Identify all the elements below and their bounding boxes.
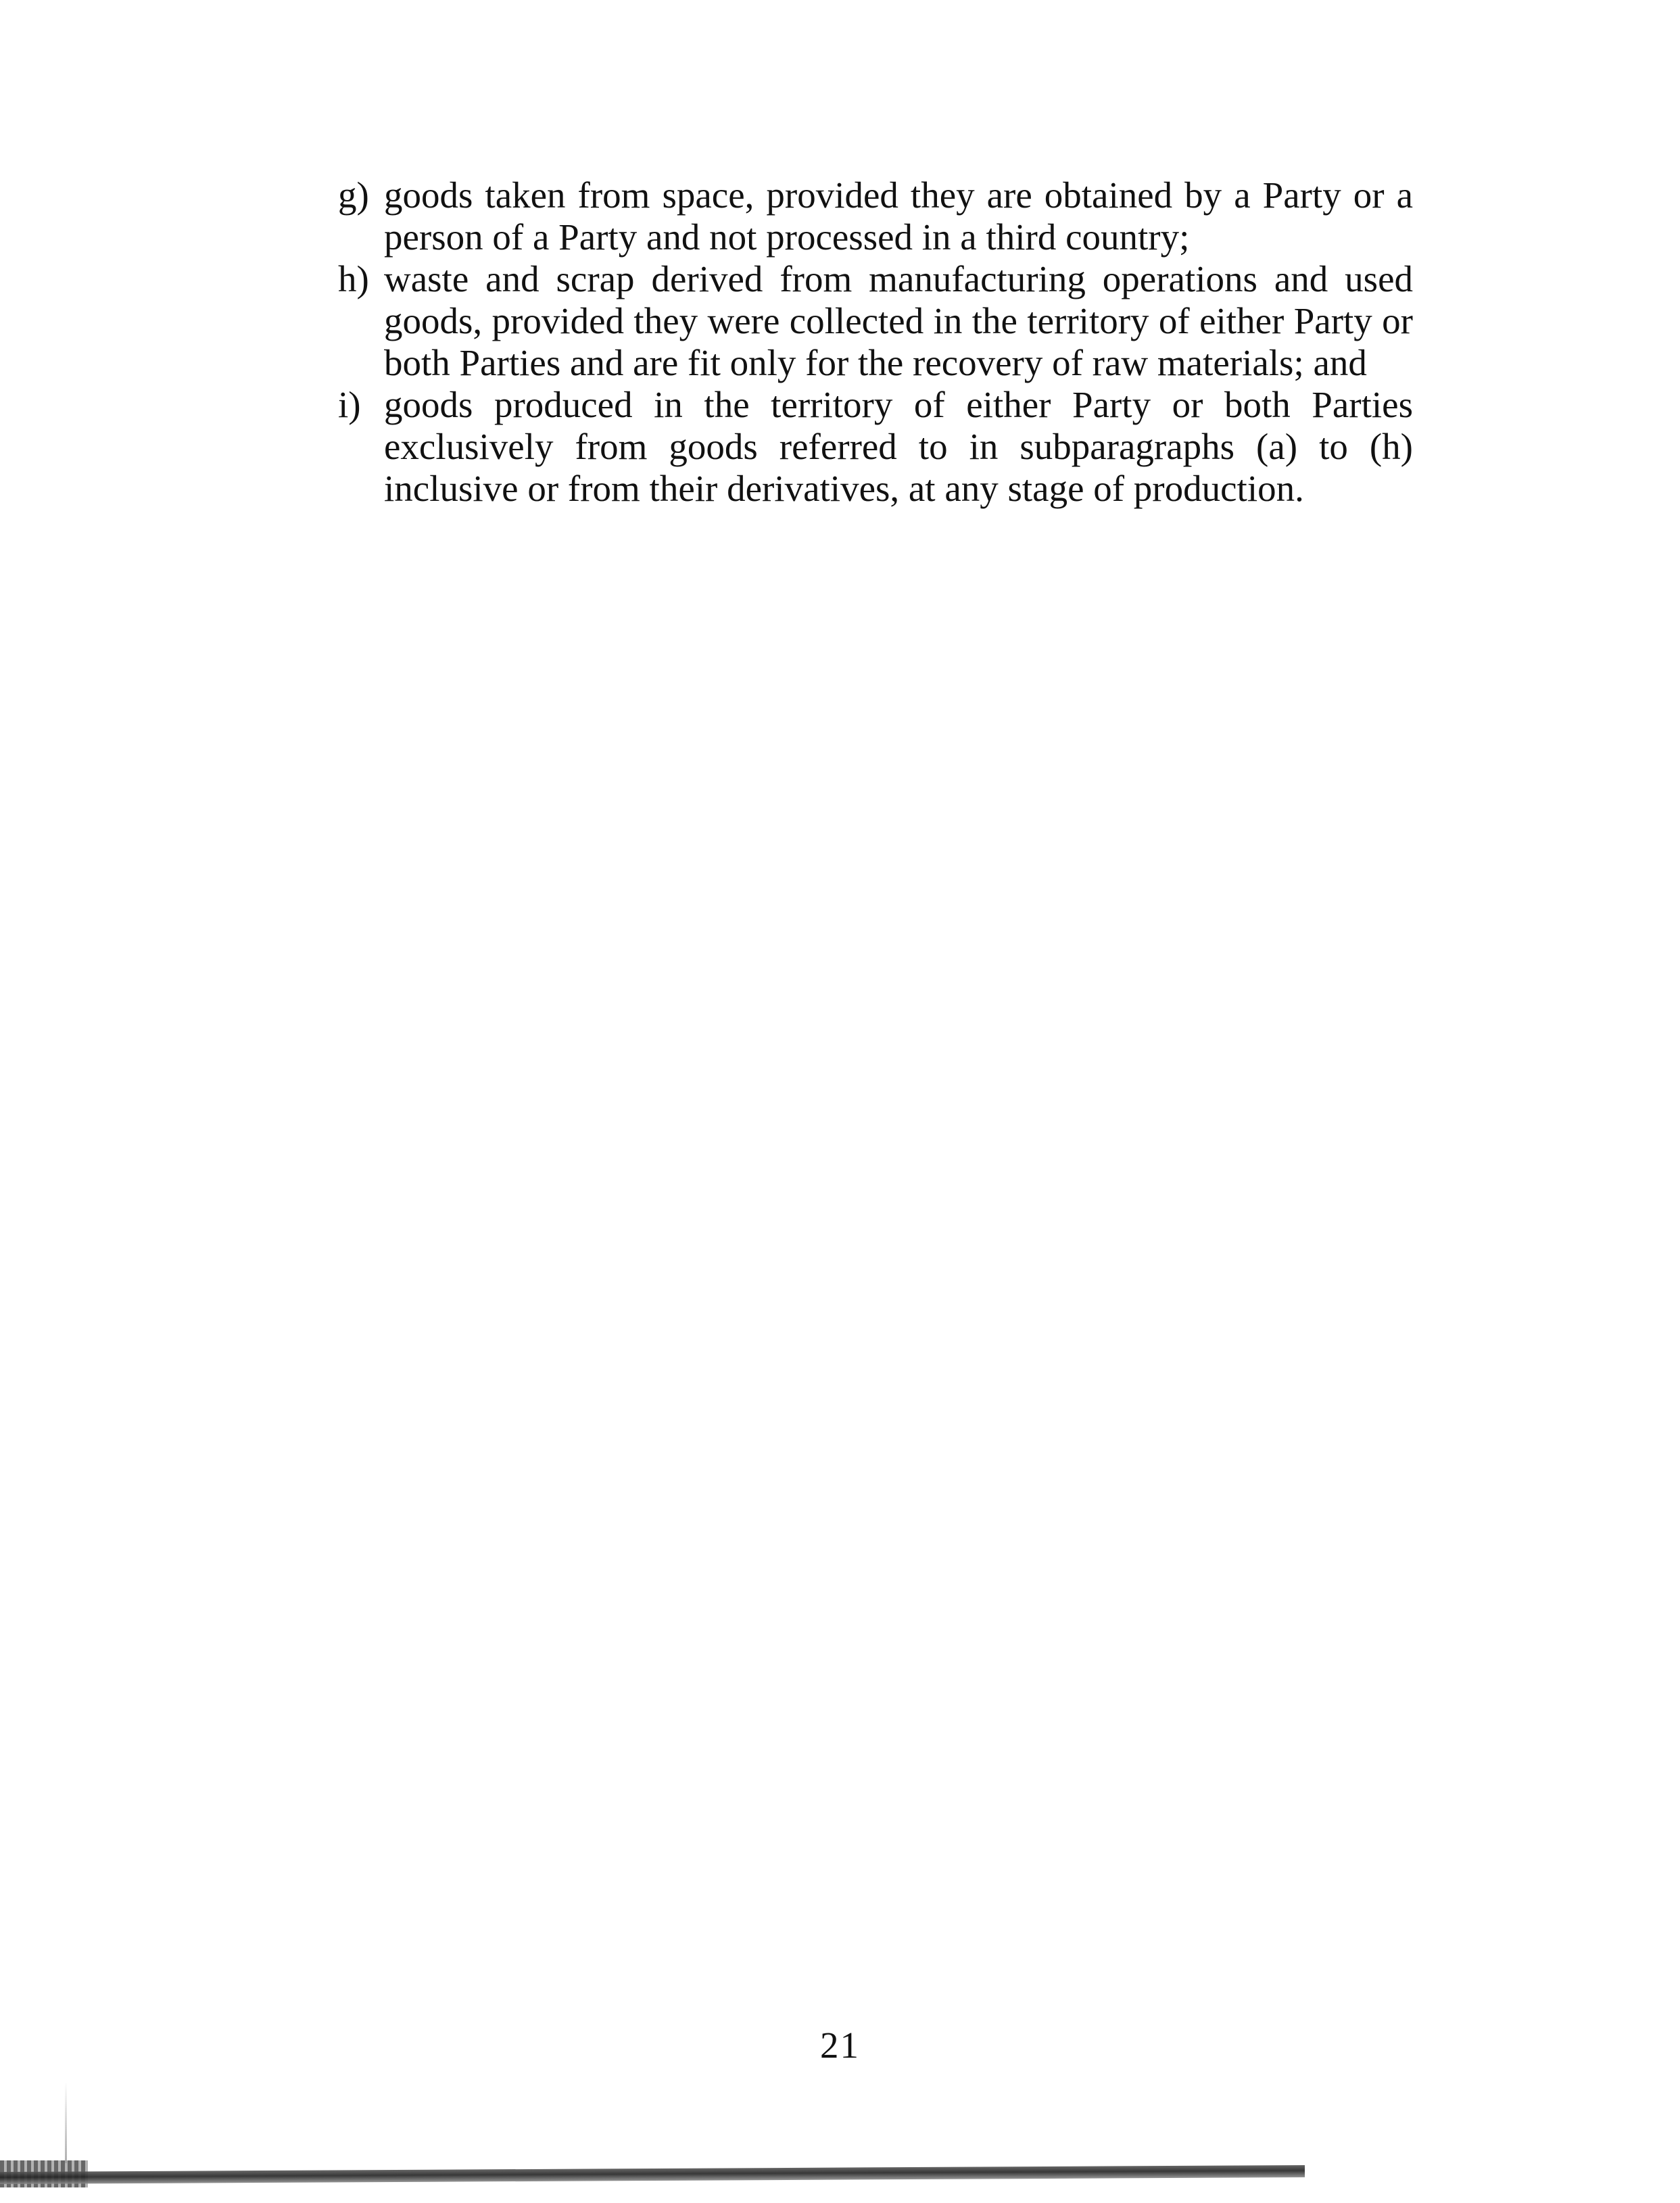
clause-marker: g) bbox=[338, 174, 369, 216]
clause-i bbox=[338, 384, 1413, 510]
clause-h bbox=[338, 258, 1413, 384]
clause-text: goods produced in the territory of either Party or both Parties exclusively from goods referred to in subparagraphs (a) to (h) inclusive or from their derivatives, at any stage of production. bbox=[384, 384, 1413, 509]
page-number: 21 bbox=[820, 2025, 860, 2066]
scan-edge-shadow bbox=[0, 2165, 1305, 2184]
clause-text: waste and scrap derived from manufacturing operations and used goods, provided they were collected in the territory of either Party or both Parties and are fit only for the recovery of raw materials; and bbox=[384, 258, 1413, 383]
clause-marker: i) bbox=[338, 384, 361, 425]
clause-list bbox=[338, 174, 1413, 510]
clause-text: goods taken from space, provided they are obtained by a Party or a person of a Party and not processed in a third country; bbox=[384, 174, 1413, 258]
clause-marker: h) bbox=[338, 258, 369, 299]
scan-artifact bbox=[65, 2082, 67, 2163]
clause-g bbox=[338, 174, 1413, 258]
